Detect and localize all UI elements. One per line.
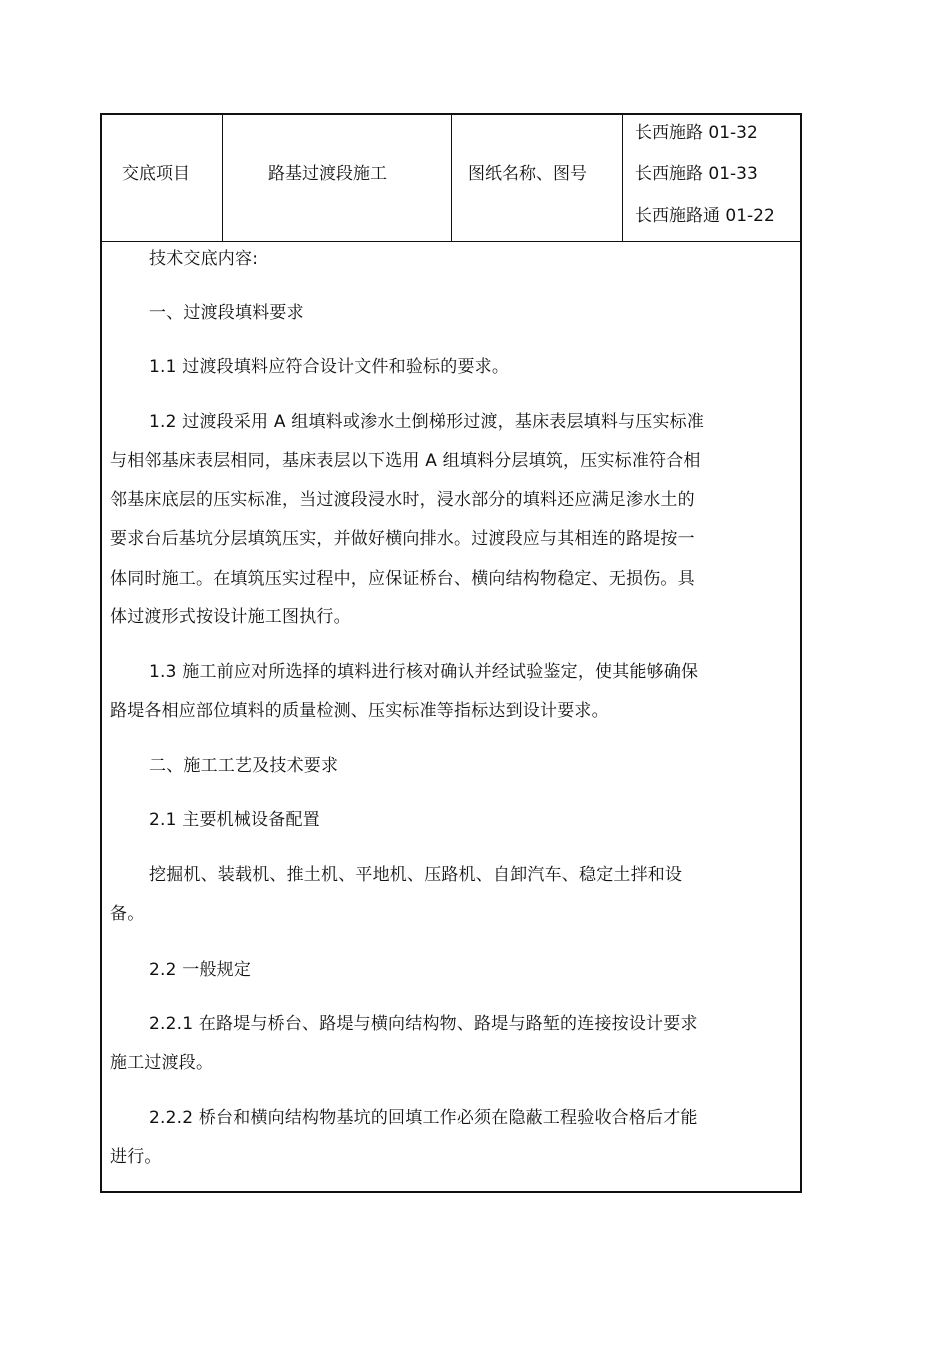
section-heading: 技术交底内容: <box>149 249 259 269</box>
paragraph-line: 2.2.2 桥台和横向结构物基坑的回填工作必须在隐蔽工程验收合格后才能 <box>149 1108 698 1128</box>
paragraph-line: 体过渡形式按设计施工图执行。 <box>110 607 351 627</box>
paragraph-line: 1.2 过渡段采用 A 组填料或渗水土倒梯形过渡，基床表层填料与压实标准 <box>149 412 705 432</box>
disclosure-form <box>100 113 802 1193</box>
section-heading: 一、过渡段填料要求 <box>149 303 304 323</box>
subsection-heading: 2.1 主要机械设备配置 <box>149 810 320 830</box>
paragraph-line: 1.3 施工前应对所选择的填料进行核对确认并经试验鉴定，使其能够确保 <box>149 662 699 682</box>
paragraph-line: 挖掘机、装载机、推土机、平地机、压路机、自卸汽车、稳定土拌和设 <box>149 865 683 885</box>
paragraph-line: 路堤各相应部位填料的质量检测、压实标准等指标达到设计要求。 <box>110 701 609 721</box>
paragraph-line: 体同时施工。在填筑压实过程中，应保证桥台、横向结构物稳定、无损伤。具 <box>110 569 695 589</box>
subsection-heading: 2.2 一般规定 <box>149 960 252 980</box>
paragraph-line: 备。 <box>110 904 145 924</box>
drawing-label: 图纸名称、图号 <box>468 164 587 184</box>
header-bottom-rule <box>102 241 800 242</box>
paragraph-line: 进行。 <box>110 1147 162 1167</box>
header-divider <box>451 115 452 241</box>
header-divider <box>622 115 623 241</box>
header-divider <box>222 115 223 241</box>
paragraph-line: 1.1 过渡段填料应符合设计文件和验标的要求。 <box>149 357 510 377</box>
drawing-number: 长西施路 01-32 <box>635 123 758 143</box>
project-label: 交底项目 <box>122 164 190 184</box>
paragraph-line: 施工过渡段。 <box>110 1053 214 1073</box>
drawing-number: 长西施路 01-33 <box>635 164 758 184</box>
paragraph-line: 邻基床底层的压实标准，当过渡段浸水时，浸水部分的填料还应满足渗水土的 <box>110 490 695 510</box>
paragraph-line: 要求台后基坑分层填筑压实，并做好横向排水。过渡段应与其相连的路堤按一 <box>110 529 695 549</box>
section-heading: 二、施工工艺及技术要求 <box>149 756 339 776</box>
paragraph-line: 2.2.1 在路堤与桥台、路堤与横向结构物、路堤与路堑的连接按设计要求 <box>149 1014 698 1034</box>
drawing-number: 长西施路通 01-22 <box>635 206 775 226</box>
project-value: 路基过渡段施工 <box>268 164 387 184</box>
paragraph-line: 与相邻基床表层相同，基床表层以下选用 A 组填料分层填筑，压实标准符合相 <box>110 451 701 471</box>
